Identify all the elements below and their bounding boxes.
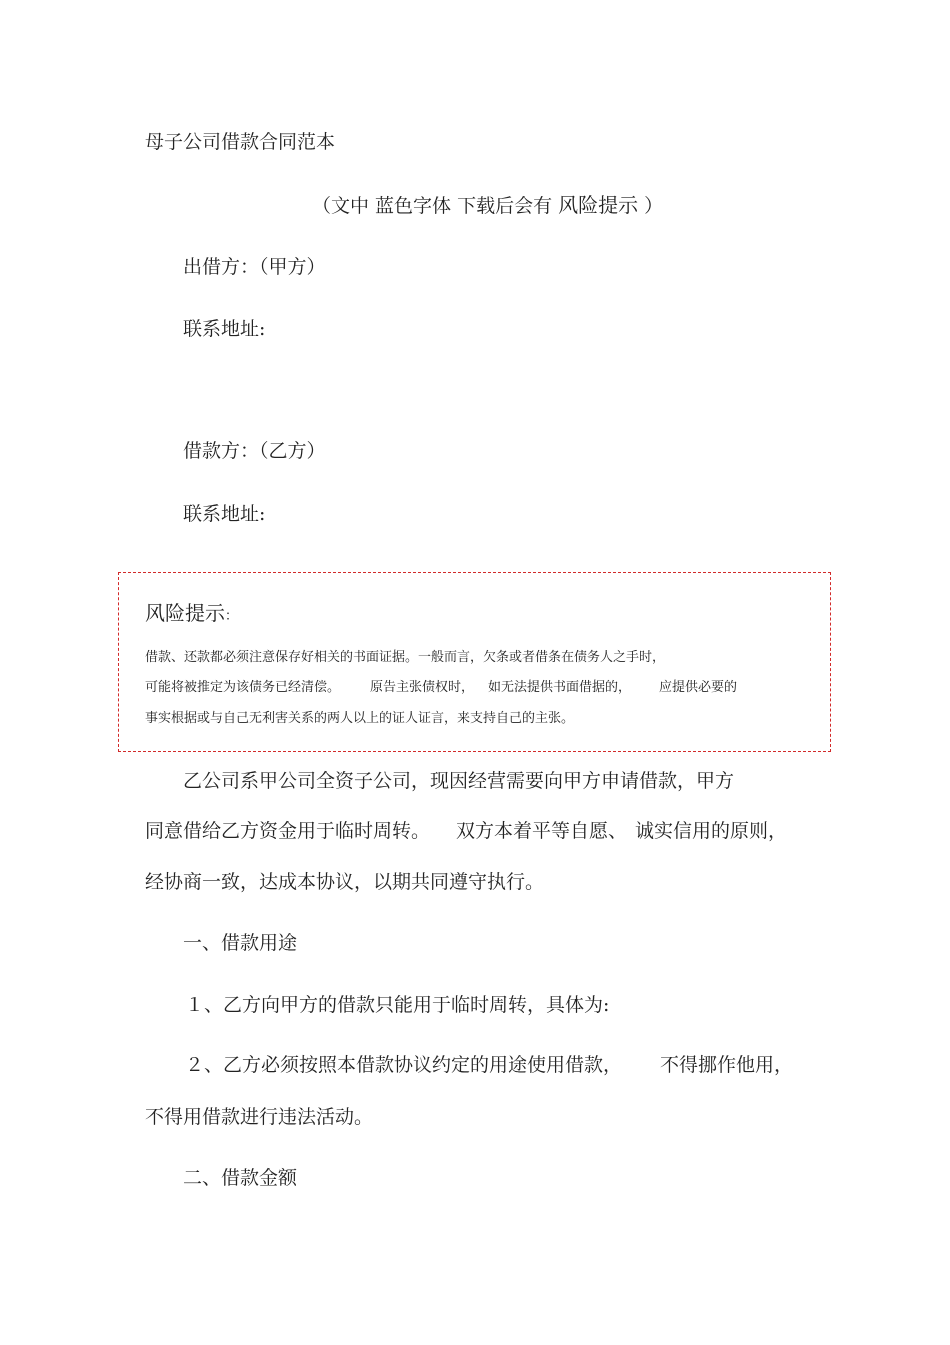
subtitle-risk-text: 风险提示 xyxy=(558,193,639,217)
body-paragraph-line: 乙公司系甲公司全资子公司，现因经营需要向甲方申请借款，甲方 xyxy=(183,770,735,792)
risk-text-segment: 可能将被推定为该债务已经清偿。 xyxy=(145,680,341,695)
risk-notice-colon: ： xyxy=(225,609,239,624)
document-subtitle xyxy=(312,193,663,218)
body-paragraph-line: 经协商一致，达成本协议，以期共同遵守执行。 xyxy=(145,871,545,893)
section-heading: 二、借款金额 xyxy=(183,1167,298,1189)
risk-notice-line: 事实根据或与自己无利害关系的两人以上的证人证言，来支持自己的主张。 xyxy=(145,711,575,726)
body-text-segment: 诚实信用的原则， xyxy=(635,820,788,842)
clause-item xyxy=(185,1053,793,1077)
section-heading: 一、借款用途 xyxy=(183,932,298,954)
risk-notice-title xyxy=(145,601,238,629)
document-title: 母子公司借款合同范本 xyxy=(145,131,336,153)
risk-text-segment: 应提供必要的 xyxy=(659,680,738,695)
risk-notice-line: 借款、还款都必须注意保存好相关的书面证据。一般而言，欠条或者借条在债务人之手时， xyxy=(145,650,666,665)
clause-text-segment: 不得挪作他用， xyxy=(660,1054,794,1076)
clause-item-continuation: 不得用借款进行违法活动。 xyxy=(145,1106,374,1128)
risk-text-segment: 原告主张债权时， xyxy=(370,680,475,695)
borrower-address-label: 联系地址: xyxy=(183,503,266,525)
risk-notice-box xyxy=(118,572,831,752)
risk-text-segment: 如无法提供书面借据的， xyxy=(488,680,632,695)
lender-label: 出借方：（甲方） xyxy=(183,256,326,278)
body-text-segment: 双方本着平等自愿、 xyxy=(456,820,628,842)
clause-item: １、乙方向甲方的借款只能用于临时周转，具体为: xyxy=(185,994,610,1016)
subtitle-text: （文中 蓝色字体 下载后会有 xyxy=(312,195,559,217)
risk-notice-title-text: 风险提示 xyxy=(145,601,225,625)
lender-address-label: 联系地址: xyxy=(183,318,266,340)
subtitle-close: ） xyxy=(638,195,664,217)
body-paragraph-line xyxy=(145,819,787,843)
borrower-label: 借款方：（乙方） xyxy=(183,440,326,462)
body-text-segment: 同意借给乙方资金用于临时周转。 xyxy=(145,820,431,842)
risk-notice-line xyxy=(145,679,737,697)
clause-text-segment: ２、乙方必须按照本借款协议约定的用途使用借款， xyxy=(185,1054,623,1076)
